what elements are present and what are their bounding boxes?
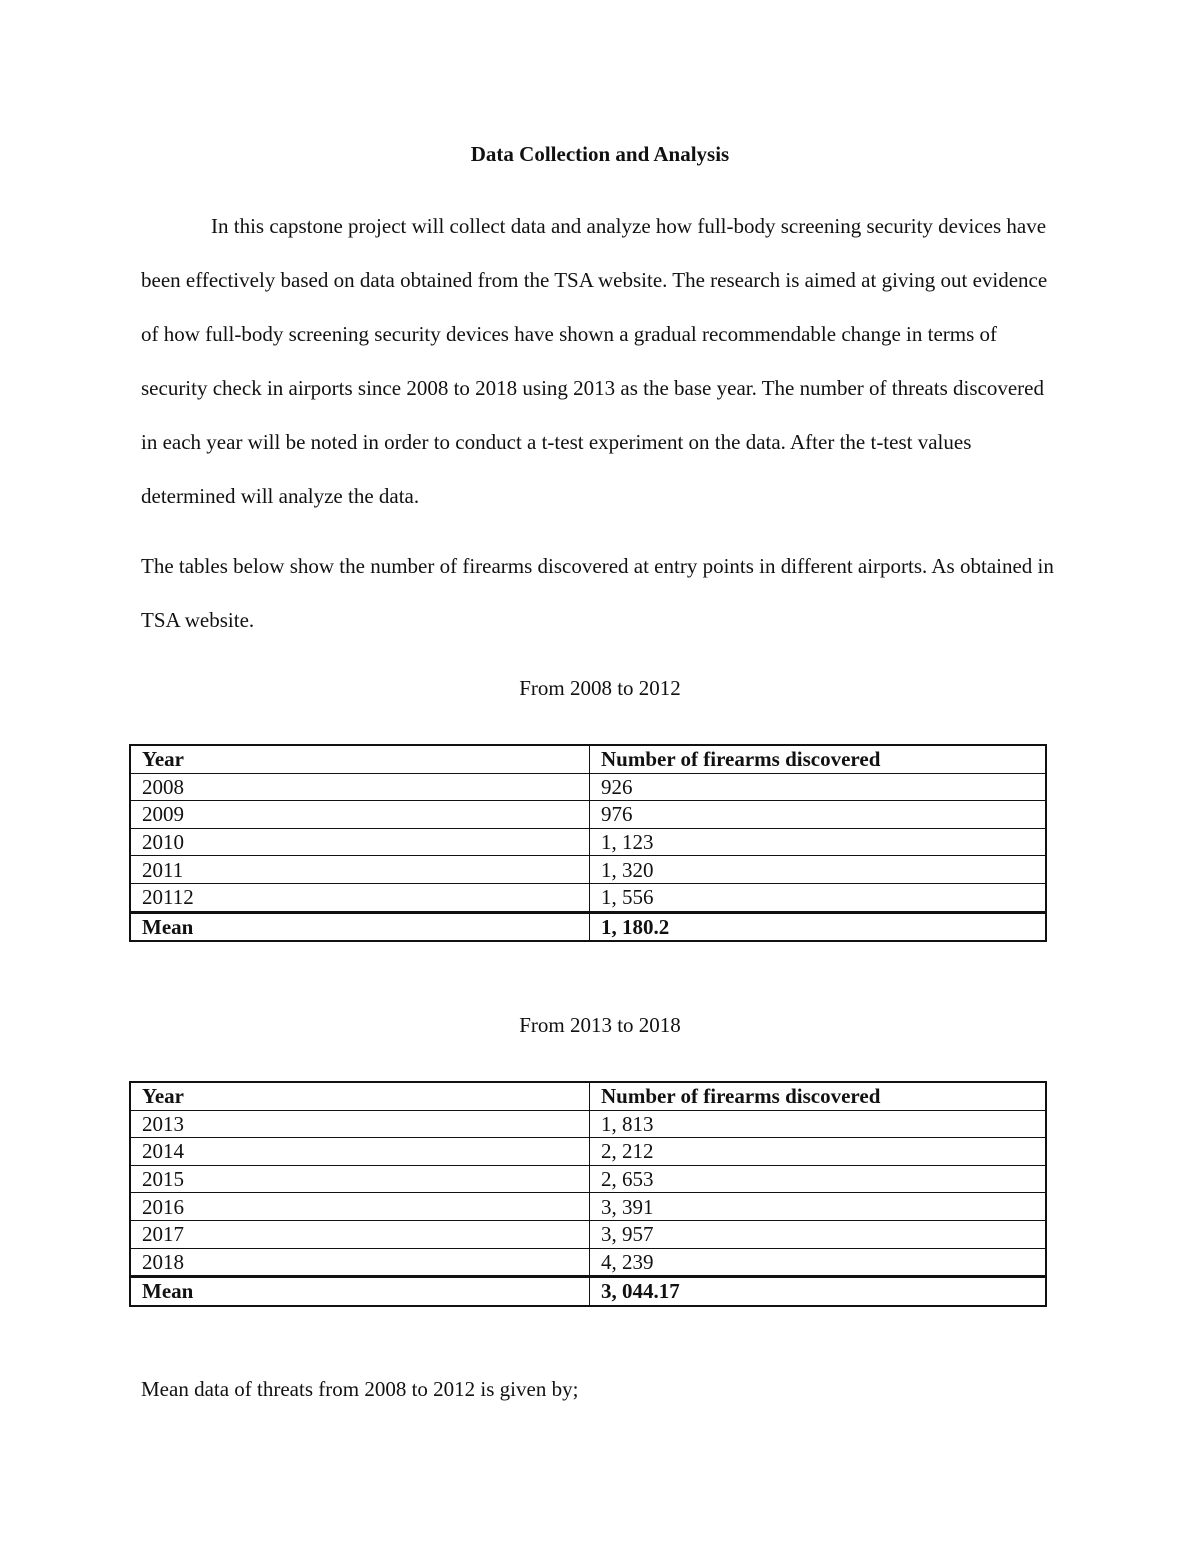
- table-row: [130, 1138, 1046, 1166]
- header-cell-year: Year: [130, 745, 590, 773]
- year-cell: 2008: [130, 773, 590, 801]
- firearms-cell: 3, 957: [590, 1220, 1047, 1248]
- table1-caption: From 2008 to 2012: [519, 676, 681, 700]
- table-row: [130, 856, 1046, 884]
- firearms-cell: 976: [590, 801, 1047, 829]
- year-cell: 2018: [130, 1248, 590, 1277]
- table-row: [130, 1193, 1046, 1221]
- closing-sentence: Mean data of threats from 2008 to 2012 is given by;: [141, 1377, 579, 1401]
- year-cell: 2011: [130, 856, 590, 884]
- mean-value-cell: 1, 180.2: [590, 912, 1047, 941]
- intro-paragraph: In this capstone project will collect data and analyze how full-body screening security devices have been effectively based on data obtained from the TSA website. The research is aimed at giving out evidence of how full-body screening security devices have shown a gradual recommendable change in terms of security check in airports since 2008 to 2018 using 2013 as the base year. The number of threats discovered in each year will be noted in order to conduct a t-test experiment on the data. After the t-test values determined will analyze the data.: [141, 214, 1048, 508]
- table-header-row: [130, 745, 1046, 773]
- firearms-table-2013-2018: [129, 1081, 1047, 1307]
- firearms-cell: 1, 320: [590, 856, 1047, 884]
- table-header-row: [130, 1082, 1046, 1110]
- mean-label-cell: Mean: [130, 912, 590, 941]
- firearms-cell: 1, 556: [590, 883, 1047, 912]
- firearms-cell: 3, 391: [590, 1193, 1047, 1221]
- year-cell: 2017: [130, 1220, 590, 1248]
- year-cell: 2010: [130, 828, 590, 856]
- firearms-cell: 1, 123: [590, 828, 1047, 856]
- firearms-cell: 4, 239: [590, 1248, 1047, 1277]
- header-cell-firearms: Number of firearms discovered: [590, 745, 1047, 773]
- table-mean-row: [130, 912, 1046, 941]
- firearms-cell: 1, 813: [590, 1110, 1047, 1138]
- table-row: [130, 883, 1046, 912]
- year-cell: 20112: [130, 883, 590, 912]
- table-row: [130, 1220, 1046, 1248]
- year-cell: 2013: [130, 1110, 590, 1138]
- header-cell-firearms: Number of firearms discovered: [590, 1082, 1047, 1110]
- tables-intro-paragraph: The tables below show the number of firearms discovered at entry points in different airports. As obtained in TSA website.: [141, 554, 1054, 632]
- table-row: [130, 1248, 1046, 1277]
- mean-label-cell: Mean: [130, 1277, 590, 1306]
- firearms-cell: 2, 653: [590, 1165, 1047, 1193]
- year-cell: 2016: [130, 1193, 590, 1221]
- table-mean-row: [130, 1277, 1046, 1306]
- firearms-cell: 2, 212: [590, 1138, 1047, 1166]
- table-row: [130, 828, 1046, 856]
- firearms-table-2008-2012: [129, 744, 1047, 942]
- firearms-cell: 926: [590, 773, 1047, 801]
- table-row: [130, 773, 1046, 801]
- table-row: [130, 1165, 1046, 1193]
- header-cell-year: Year: [130, 1082, 590, 1110]
- table-row: [130, 1110, 1046, 1138]
- table-row: [130, 801, 1046, 829]
- year-cell: 2009: [130, 801, 590, 829]
- year-cell: 2014: [130, 1138, 590, 1166]
- document-title: Data Collection and Analysis: [470, 142, 730, 166]
- mean-value-cell: 3, 044.17: [590, 1277, 1047, 1306]
- year-cell: 2015: [130, 1165, 590, 1193]
- table2-caption: From 2013 to 2018: [519, 1013, 681, 1037]
